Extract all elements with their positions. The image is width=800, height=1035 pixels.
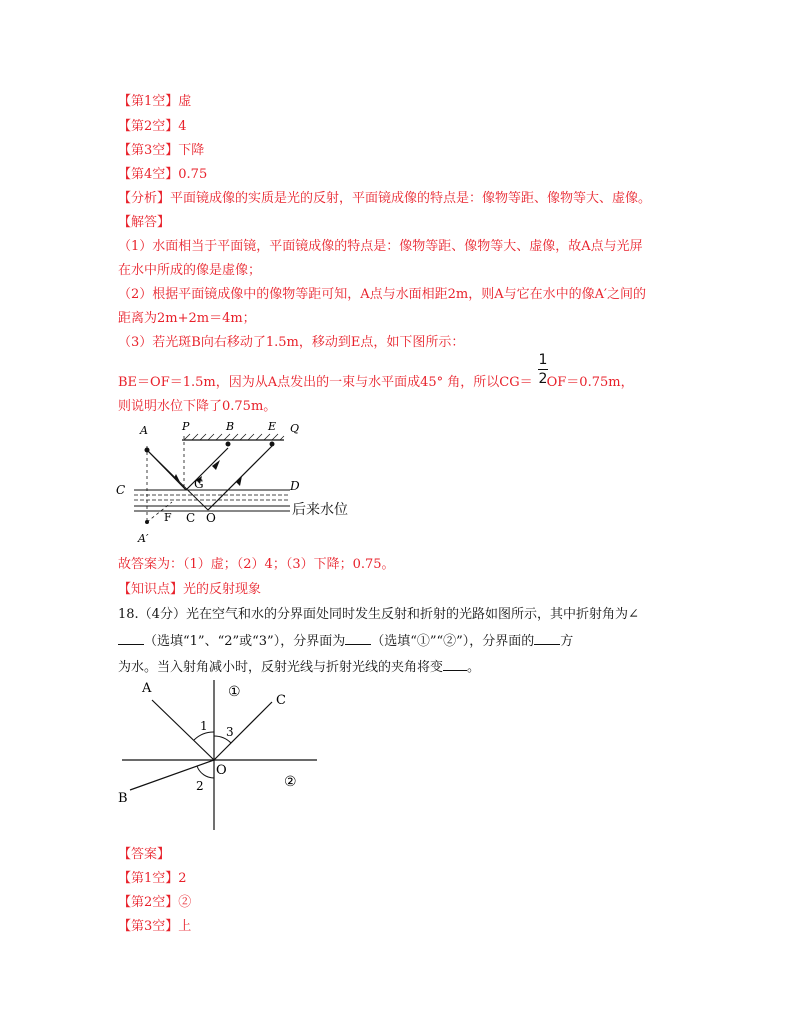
- mirror-water-diagram: [112, 418, 372, 548]
- label-angle-2: 2: [196, 779, 204, 793]
- label-O: O: [206, 511, 216, 525]
- label-E: E: [268, 420, 277, 433]
- analysis-line: 【分析】平面镜成像的实质是光的反射，平面镜成像的特点是：像物等距、像物等大、虚像。: [118, 191, 652, 206]
- blank-2[interactable]: [345, 632, 371, 645]
- solution-p4a: BE＝OF＝1.5m，因为从A点发出的一束与水平面成45° 角，所以CG＝: [118, 375, 533, 390]
- label-F: F: [164, 511, 172, 524]
- blank-3[interactable]: [534, 632, 560, 645]
- fraction-one-half: [537, 352, 549, 387]
- label-B: B: [226, 420, 235, 433]
- fraction-denominator: 2: [538, 371, 548, 387]
- label-C: C: [116, 483, 126, 497]
- label-angle-1: 1: [200, 719, 208, 733]
- answer-line-3: 【第3空】下降: [118, 143, 205, 158]
- solution-p4b: OF＝0.75m，: [546, 375, 634, 390]
- answer18-heading: 【答案】: [118, 847, 171, 862]
- solution-p2a: （2）根据平面镜成像中的像物等距可知，A点与水面相距2m，则A与它在水中的像A′之间的: [118, 287, 646, 302]
- answer18-line-3: 【第3空】上: [118, 919, 192, 934]
- label-Q: Q: [290, 422, 300, 435]
- answer-line-1: 【第1空】虚: [118, 94, 192, 109]
- solution-p1a: （1）水面相当于平面镜，平面镜成像的特点是：像物等距、像物等大、虚像，故A点与光屏: [118, 239, 643, 254]
- answer-line-4: 【第4空】0.75: [118, 167, 208, 182]
- label-P: P: [182, 420, 190, 433]
- q18-line2: （选填“1”、“2”或“3”），分界面为 （选填“①”“②”），分界面的 方: [118, 632, 573, 651]
- label-A-image: A′: [138, 532, 149, 545]
- refraction-diagram: [112, 676, 322, 836]
- knowledge-line: 【知识点】光的反射现象: [118, 582, 262, 597]
- answer-line-2: 【第2空】4: [118, 119, 187, 134]
- region-1-label: ①: [228, 684, 241, 700]
- answer18-line-2: 【第2空】②: [118, 895, 192, 910]
- label-G: G: [194, 477, 204, 491]
- label-A2: A: [142, 681, 152, 696]
- label-C-lower: C: [186, 511, 196, 525]
- solution-p4: [118, 374, 634, 392]
- label-C3: C: [276, 693, 286, 708]
- solution-p1b: 在水中所成的像是虚像；: [118, 263, 262, 278]
- blank-4[interactable]: [443, 658, 467, 671]
- label-A: A: [140, 424, 148, 437]
- solution-heading: 【解答】: [118, 215, 171, 230]
- q18-line1: 18.（4分）光在空气和水的分界面处同时发生反射和折射的光路如图所示，其中折射角为∠: [118, 607, 639, 622]
- fraction-numerator: 1: [538, 352, 548, 368]
- blank-1[interactable]: [118, 632, 144, 645]
- final-answer-line: 故答案为：（1）虚；（2）4；（3）下降；0.75。: [118, 557, 395, 572]
- solution-p5: 则说明水位下降了0.75m。: [118, 399, 277, 414]
- label-O2: O: [216, 763, 227, 778]
- label-D: D: [290, 479, 300, 493]
- figure1-caption: 后来水位: [292, 502, 348, 518]
- answer18-line-1: 【第1空】2: [118, 871, 187, 886]
- solution-p2b: 距离为2m+2m＝4m；: [118, 311, 256, 326]
- label-B2: B: [118, 791, 128, 806]
- label-angle-3: 3: [226, 725, 234, 739]
- solution-p3: （3）若光斑B向右移动了1.5m，移动到E点，如下图所示：: [118, 335, 465, 350]
- region-2-label: ②: [284, 774, 297, 790]
- q18-line3: 为水。当入射角减小时，反射光线与折射光线的夹角将变 。: [118, 660, 481, 675]
